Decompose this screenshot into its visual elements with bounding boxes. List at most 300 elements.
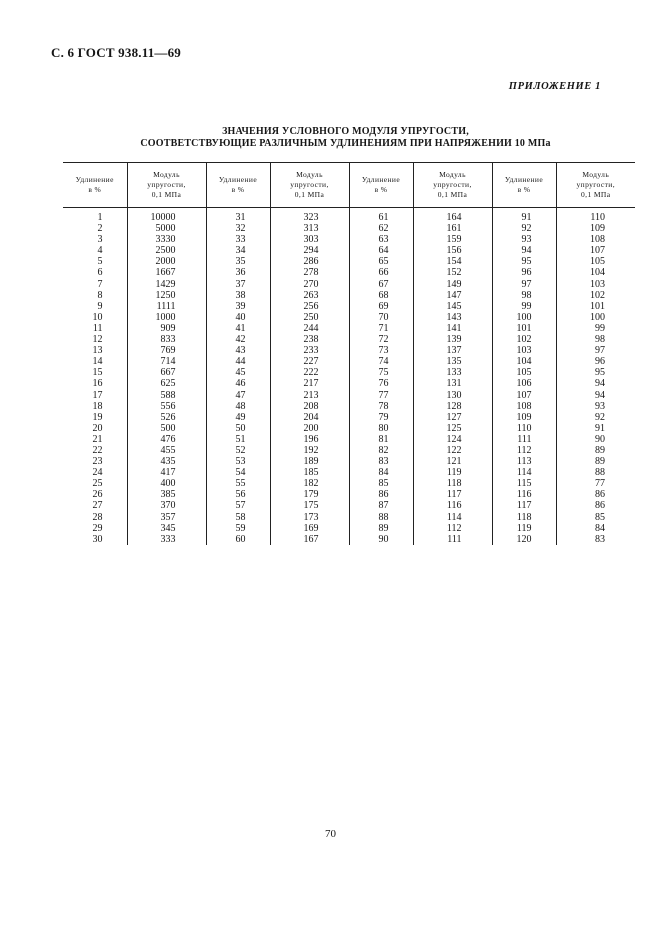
elongation-cell: 111	[492, 434, 556, 445]
elongation-cell: 82	[349, 445, 413, 456]
modulus-cell: 143	[413, 312, 492, 323]
elongation-cell: 95	[492, 256, 556, 267]
elongation-cell: 39	[206, 301, 270, 312]
modulus-cell: 173	[270, 512, 349, 523]
elongation-cell: 99	[492, 301, 556, 312]
modulus-cell: 185	[270, 467, 349, 478]
elongation-cell: 5	[97, 256, 103, 268]
table-row	[63, 345, 635, 356]
modulus-cell: 5000	[127, 223, 206, 234]
elongation-cell: 45	[206, 367, 270, 378]
modulus-cell: 93	[556, 401, 635, 412]
modulus-cell: 99	[556, 323, 635, 334]
elongation-cell: 18	[92, 400, 103, 412]
modulus-cell: 114	[413, 512, 492, 523]
modulus-cell: 88	[556, 467, 635, 478]
elongation-cell: 113	[492, 456, 556, 467]
page-header: С. 6 ГОСТ 938.11—69	[51, 45, 181, 60]
modulus-cell: 100	[556, 312, 635, 323]
elongation-cell: 63	[349, 234, 413, 245]
header-elongation	[349, 163, 413, 208]
elongation-cell: 29	[92, 522, 103, 534]
table-row	[63, 467, 635, 478]
modulus-cell: 179	[270, 489, 349, 500]
table-row	[63, 267, 635, 278]
modulus-cell: 102	[556, 290, 635, 301]
elongation-cell: 65	[349, 256, 413, 267]
elongation-cell: 120	[492, 534, 556, 545]
modulus-cell: 159	[413, 234, 492, 245]
header-elongation	[63, 163, 127, 208]
modulus-cell: 10000	[127, 208, 206, 224]
table-row	[63, 208, 635, 224]
modulus-cell: 2500	[127, 245, 206, 256]
table-row	[63, 401, 635, 412]
table-row	[63, 356, 635, 367]
header-modulus	[413, 163, 492, 208]
modulus-cell: 2000	[127, 256, 206, 267]
elongation-cell: 85	[349, 478, 413, 489]
modulus-cell: 182	[270, 478, 349, 489]
table-row	[63, 378, 635, 389]
header-modulus	[127, 163, 206, 208]
modulus-cell: 303	[270, 234, 349, 245]
modulus-cell: 89	[556, 456, 635, 467]
elongation-cell: 4	[97, 245, 103, 257]
elongation-cell: 88	[349, 512, 413, 523]
elongation-cell: 91	[492, 208, 556, 224]
modulus-cell: 77	[556, 478, 635, 489]
modulus-cell: 145	[413, 301, 492, 312]
modulus-cell: 192	[270, 445, 349, 456]
modulus-cell: 118	[413, 478, 492, 489]
elongation-cell: 87	[349, 500, 413, 511]
table-row	[63, 312, 635, 323]
modulus-cell: 270	[270, 279, 349, 290]
elongation-cell: 22	[92, 444, 103, 456]
header-line: Удлинение	[75, 175, 114, 184]
header-line: 0,1 МПа	[581, 190, 611, 199]
modulus-cell: 588	[127, 390, 206, 401]
elongation-cell: 28	[92, 511, 103, 523]
elongation-cell: 104	[492, 356, 556, 367]
elongation-cell: 20	[92, 422, 103, 434]
elongation-cell: 13	[92, 345, 103, 357]
header-line: 0,1 МПа	[437, 190, 468, 199]
modulus-cell: 769	[127, 345, 206, 356]
header-line: упругости,	[147, 180, 186, 189]
modulus-cell: 3330	[127, 234, 206, 245]
elongation-cell: 100	[492, 312, 556, 323]
modulus-cell: 107	[556, 245, 635, 256]
header-line: Удлинение	[361, 175, 401, 184]
elongation-cell: 17	[92, 389, 103, 401]
header-line: Модуль	[582, 170, 610, 179]
modulus-cell: 135	[413, 356, 492, 367]
modulus-cell: 130	[413, 390, 492, 401]
table-row	[63, 500, 635, 511]
table-row	[63, 323, 635, 334]
elongation-cell: 98	[492, 290, 556, 301]
elongation-cell: 93	[492, 234, 556, 245]
appendix-label: ПРИЛОЖЕНИЕ 1	[508, 81, 601, 92]
elongation-cell: 89	[349, 523, 413, 534]
table-title-line-1: ЗНАЧЕНИЯ УСЛОВНОГО МОДУЛЯ УПРУГОСТИ,	[222, 126, 469, 137]
elongation-cell: 70	[349, 312, 413, 323]
elongation-cell: 27	[92, 500, 103, 512]
table-row	[63, 367, 635, 378]
elongation-cell: 21	[92, 433, 103, 445]
header-modulus	[556, 163, 635, 208]
modulus-cell: 227	[270, 356, 349, 367]
modulus-cell: 91	[556, 423, 635, 434]
modulus-cell: 124	[413, 434, 492, 445]
elongation-cell: 23	[92, 456, 103, 468]
modulus-cell: 154	[413, 256, 492, 267]
elongation-cell: 83	[349, 456, 413, 467]
header-line: упругости,	[290, 180, 329, 189]
header-line: Модуль	[296, 170, 323, 179]
modulus-cell: 370	[127, 500, 206, 511]
modulus-cell: 96	[556, 356, 635, 367]
header-elongation	[206, 163, 270, 208]
elongation-cell: 32	[206, 223, 270, 234]
elongation-cell: 54	[206, 467, 270, 478]
elongation-cell: 58	[206, 512, 270, 523]
elongation-cell: 37	[206, 279, 270, 290]
modulus-cell: 263	[270, 290, 349, 301]
elongation-cell: 33	[206, 234, 270, 245]
modulus-cell: 435	[127, 456, 206, 467]
modulus-cell: 97	[556, 345, 635, 356]
table-row	[63, 245, 635, 256]
modulus-cell: 104	[556, 267, 635, 278]
modulus-cell: 119	[413, 467, 492, 478]
elongation-cell: 66	[349, 267, 413, 278]
elongation-cell: 112	[492, 445, 556, 456]
table-row	[63, 489, 635, 500]
elongation-cell: 110	[492, 423, 556, 434]
table-body	[63, 208, 635, 545]
table-row	[63, 334, 635, 345]
modulus-cell: 238	[270, 334, 349, 345]
elongation-cell: 101	[492, 323, 556, 334]
elongation-cell: 115	[492, 478, 556, 489]
elongation-cell: 10	[92, 311, 103, 323]
modulus-cell: 117	[413, 489, 492, 500]
modulus-cell: 111	[413, 534, 492, 545]
modulus-cell: 250	[270, 312, 349, 323]
elongation-cell: 86	[349, 489, 413, 500]
modulus-cell: 323	[270, 208, 349, 224]
modulus-cell: 1429	[127, 279, 206, 290]
modulus-cell: 110	[556, 208, 635, 224]
modulus-cell: 385	[127, 489, 206, 500]
modulus-cell: 121	[413, 456, 492, 467]
elongation-cell: 103	[492, 345, 556, 356]
modulus-cell: 714	[127, 356, 206, 367]
header-line: Модуль	[153, 170, 180, 179]
modulus-cell: 86	[556, 489, 635, 500]
table-row	[63, 290, 635, 301]
elongation-cell: 116	[492, 489, 556, 500]
table-row	[63, 223, 635, 234]
modulus-cell: 89	[556, 445, 635, 456]
elongation-cell: 75	[349, 367, 413, 378]
elongation-cell: 7	[97, 278, 103, 290]
elongation-cell: 78	[349, 401, 413, 412]
elongation-cell: 53	[206, 456, 270, 467]
elongation-cell: 51	[206, 434, 270, 445]
elongation-cell: 67	[349, 279, 413, 290]
table-row	[63, 523, 635, 534]
elongation-cell: 8	[97, 289, 103, 301]
modulus-cell: 84	[556, 523, 635, 534]
modulus-cell: 286	[270, 256, 349, 267]
elongation-cell: 47	[206, 390, 270, 401]
elongation-cell: 41	[206, 323, 270, 334]
modulus-cell: 1250	[127, 290, 206, 301]
elongation-cell: 38	[206, 290, 270, 301]
modulus-cell: 127	[413, 412, 492, 423]
header-line: в %	[517, 185, 531, 194]
modulus-cell: 122	[413, 445, 492, 456]
modulus-cell: 313	[270, 223, 349, 234]
elongation-cell: 119	[492, 523, 556, 534]
elongation-cell: 60	[206, 534, 270, 545]
elongation-cell: 61	[349, 208, 413, 224]
modulus-cell: 256	[270, 301, 349, 312]
modulus-cell: 476	[127, 434, 206, 445]
modulus-cell: 233	[270, 345, 349, 356]
header-line: в %	[231, 185, 245, 194]
modulus-cell: 109	[556, 223, 635, 234]
modulus-cell: 141	[413, 323, 492, 334]
elongation-cell: 84	[349, 467, 413, 478]
table-row	[63, 512, 635, 523]
elongation-cell: 50	[206, 423, 270, 434]
modulus-cell: 103	[556, 279, 635, 290]
modulus-cell: 345	[127, 523, 206, 534]
modulus-cell: 86	[556, 500, 635, 511]
elongation-cell: 109	[492, 412, 556, 423]
modulus-cell: 417	[127, 467, 206, 478]
elongation-cell: 97	[492, 279, 556, 290]
modulus-cell: 128	[413, 401, 492, 412]
elongation-cell: 9	[97, 300, 103, 312]
modulus-cell: 294	[270, 245, 349, 256]
modulus-cell: 116	[413, 500, 492, 511]
modulus-cell: 244	[270, 323, 349, 334]
modulus-cell: 133	[413, 367, 492, 378]
header-line: Модуль	[439, 170, 466, 179]
header-line: 0,1 МПа	[294, 190, 325, 199]
modulus-cell: 139	[413, 334, 492, 345]
elongation-cell: 42	[206, 334, 270, 345]
modulus-cell: 667	[127, 367, 206, 378]
modulus-cell: 108	[556, 234, 635, 245]
elongation-cell: 74	[349, 356, 413, 367]
modulus-cell: 1111	[127, 301, 206, 312]
modulus-cell: 152	[413, 267, 492, 278]
elongation-cell: 108	[492, 401, 556, 412]
modulus-cell: 333	[127, 534, 206, 545]
elongation-cell: 117	[492, 500, 556, 511]
elongation-cell: 62	[349, 223, 413, 234]
modulus-cell: 161	[413, 223, 492, 234]
table-row	[63, 279, 635, 290]
modulus-cell: 98	[556, 334, 635, 345]
header-elongation	[492, 163, 556, 208]
elongation-cell: 105	[492, 367, 556, 378]
table-row	[63, 445, 635, 456]
elongation-cell: 79	[349, 412, 413, 423]
elongation-cell: 71	[349, 323, 413, 334]
elongation-cell: 114	[492, 467, 556, 478]
modulus-cell: 83	[556, 534, 635, 545]
modulus-cell: 105	[556, 256, 635, 267]
modulus-cell: 169	[270, 523, 349, 534]
elongation-cell: 11	[92, 322, 103, 334]
modulus-cell: 164	[413, 208, 492, 224]
elongation-cell: 1	[97, 212, 103, 223]
elongation-cell: 43	[206, 345, 270, 356]
modulus-table	[63, 162, 635, 545]
table-row	[63, 434, 635, 445]
modulus-cell: 131	[413, 378, 492, 389]
elongation-cell: 3	[97, 234, 103, 246]
elongation-cell: 90	[349, 534, 413, 545]
elongation-cell: 34	[206, 245, 270, 256]
table-header-row	[63, 163, 635, 208]
elongation-cell: 76	[349, 378, 413, 389]
modulus-cell: 556	[127, 401, 206, 412]
modulus-cell: 94	[556, 378, 635, 389]
page-number: 70	[325, 828, 336, 840]
modulus-cell: 94	[556, 390, 635, 401]
modulus-cell: 213	[270, 390, 349, 401]
modulus-cell: 149	[413, 279, 492, 290]
elongation-cell: 77	[349, 390, 413, 401]
elongation-cell: 56	[206, 489, 270, 500]
elongation-cell: 35	[206, 256, 270, 267]
modulus-cell: 101	[556, 301, 635, 312]
elongation-cell: 25	[92, 478, 103, 490]
modulus-cell: 1000	[127, 312, 206, 323]
elongation-cell: 19	[92, 411, 103, 423]
table-row	[63, 234, 635, 245]
table-row	[63, 456, 635, 467]
elongation-cell: 64	[349, 245, 413, 256]
table-row	[63, 534, 635, 545]
modulus-cell: 400	[127, 478, 206, 489]
modulus-cell: 204	[270, 412, 349, 423]
elongation-cell: 72	[349, 334, 413, 345]
elongation-cell: 46	[206, 378, 270, 389]
elongation-cell: 107	[492, 390, 556, 401]
header-line: упругости,	[576, 180, 615, 189]
elongation-cell: 16	[92, 378, 103, 390]
modulus-cell: 200	[270, 423, 349, 434]
elongation-cell: 92	[492, 223, 556, 234]
modulus-cell: 500	[127, 423, 206, 434]
modulus-cell: 909	[127, 323, 206, 334]
table-title-line-2: СООТВЕТСТВУЮЩИЕ РАЗЛИЧНЫМ УДЛИНЕНИЯМ ПРИ НАПРЯЖЕНИИ 10 МПа	[140, 138, 551, 149]
elongation-cell: 57	[206, 500, 270, 511]
header-line: в %	[88, 185, 102, 194]
elongation-cell: 96	[492, 267, 556, 278]
elongation-cell: 31	[206, 208, 270, 224]
elongation-cell: 73	[349, 345, 413, 356]
modulus-cell: 208	[270, 401, 349, 412]
elongation-cell: 52	[206, 445, 270, 456]
elongation-cell: 24	[92, 467, 103, 479]
modulus-cell: 92	[556, 412, 635, 423]
elongation-cell: 12	[92, 334, 103, 346]
header-line: в %	[374, 185, 388, 194]
modulus-cell: 217	[270, 378, 349, 389]
header-line: Удлинение	[504, 175, 544, 184]
modulus-cell: 455	[127, 445, 206, 456]
modulus-cell: 175	[270, 500, 349, 511]
elongation-cell: 14	[92, 356, 103, 368]
elongation-cell: 59	[206, 523, 270, 534]
elongation-cell: 69	[349, 301, 413, 312]
elongation-cell: 80	[349, 423, 413, 434]
header-line: упругости,	[433, 180, 472, 189]
table-row	[63, 390, 635, 401]
header-line: Удлинение	[218, 175, 258, 184]
modulus-cell: 189	[270, 456, 349, 467]
modulus-cell: 95	[556, 367, 635, 378]
elongation-cell: 30	[92, 533, 103, 545]
table-row	[63, 423, 635, 434]
modulus-cell: 625	[127, 378, 206, 389]
header-line: 0,1 МПа	[151, 190, 182, 199]
elongation-cell: 94	[492, 245, 556, 256]
modulus-cell: 278	[270, 267, 349, 278]
elongation-cell: 48	[206, 401, 270, 412]
modulus-cell: 85	[556, 512, 635, 523]
modulus-cell: 222	[270, 367, 349, 378]
modulus-cell: 137	[413, 345, 492, 356]
modulus-cell: 125	[413, 423, 492, 434]
elongation-cell: 106	[492, 378, 556, 389]
elongation-cell: 49	[206, 412, 270, 423]
table-row	[63, 256, 635, 267]
elongation-cell: 40	[206, 312, 270, 323]
elongation-cell: 118	[492, 512, 556, 523]
elongation-cell: 36	[206, 267, 270, 278]
modulus-cell: 357	[127, 512, 206, 523]
elongation-cell: 26	[92, 489, 103, 501]
elongation-cell: 102	[492, 334, 556, 345]
table-row	[63, 301, 635, 312]
modulus-cell: 833	[127, 334, 206, 345]
elongation-cell: 55	[206, 478, 270, 489]
elongation-cell: 2	[97, 223, 103, 235]
modulus-cell: 526	[127, 412, 206, 423]
table-row	[63, 412, 635, 423]
elongation-cell: 15	[92, 367, 103, 379]
modulus-cell: 156	[413, 245, 492, 256]
elongation-cell: 6	[97, 267, 103, 279]
header-modulus	[270, 163, 349, 208]
modulus-cell: 112	[413, 523, 492, 534]
modulus-cell: 167	[270, 534, 349, 545]
elongation-cell: 81	[349, 434, 413, 445]
modulus-cell: 1667	[127, 267, 206, 278]
